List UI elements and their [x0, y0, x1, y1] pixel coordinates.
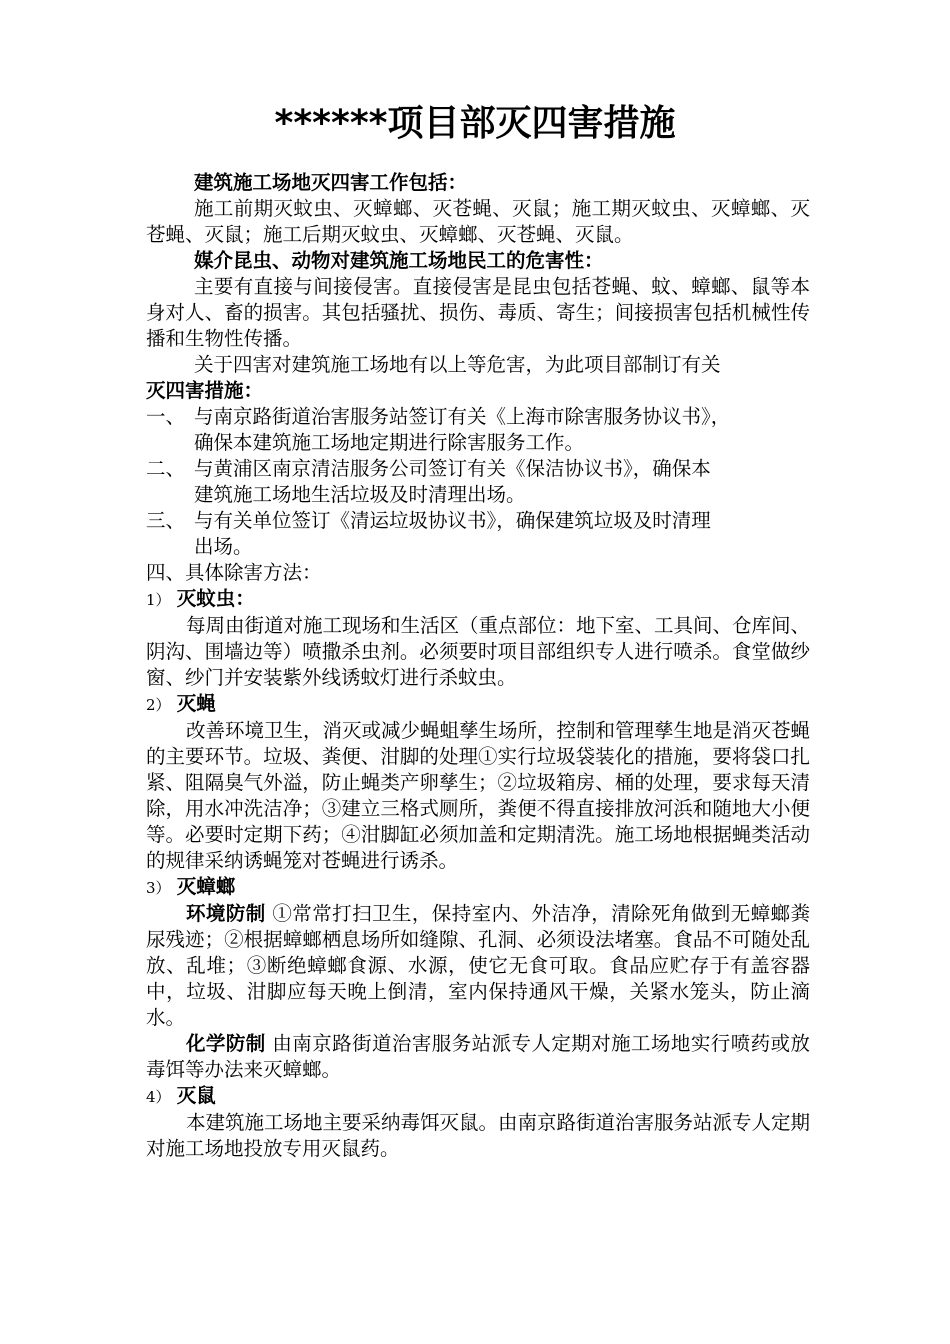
- scope-text: 施工前期灭蚊虫、灭蟑螂、灭苍蝇、灭鼠；施工期灭蚊虫、灭蟑螂、灭苍蝇、灭鼠；施工后期灭蚊虫、灭蟑螂、灭苍蝇、灭鼠。: [146, 197, 810, 246]
- intro-paragraph: [146, 352, 810, 404]
- harm-heading: 媒介昆虫、动物对建筑施工场地民工的危害性：: [194, 249, 604, 272]
- env-control-text: ①常常打扫卫生，保持室内、外洁净，清除死角做到无蟑螂粪尿残迹；②根据蟑螂栖息场所如缝隙、孔洞、必须设法堵塞。食品不可随处乱放、乱堆；③断绝蟑螂食源、水源，使它无食可取。食品应贮存于有盖容器中，垃圾、泔脚应每天晚上倒清，室内保持通风干燥，关紧水笼头，防止滴水。: [146, 902, 810, 1029]
- method-heading: [146, 874, 810, 901]
- list-item-line: 建筑施工场地生活垃圾及时清理出场。: [194, 483, 526, 506]
- list-item-line: 与有关单位签订《清运垃圾协议书》，确保建筑垃圾及时清理: [194, 509, 711, 532]
- document-body: [146, 170, 810, 1162]
- methods-heading: 四、具体除害方法：: [146, 561, 322, 584]
- harm-text: 主要有直接与间接侵害。直接侵害是昆虫包括苍蝇、蚊、蟑螂、鼠等本身对人、畜的损害。其包括骚扰、损伤、毒质、寄生；间接损害包括机械性传播和生物性传播。: [146, 275, 810, 350]
- page-title: ******项目部灭四害措施: [274, 103, 676, 144]
- method-number: 2）: [146, 696, 171, 714]
- list-item-line: 出场。: [194, 535, 253, 558]
- method-subparagraph: [146, 901, 810, 1031]
- scope-heading: 建筑施工场地灭四害工作包括：: [194, 171, 468, 194]
- list-item-line: 与黄浦区南京清洁服务公司签订有关《保洁协议书》，确保本: [194, 457, 711, 480]
- list-item-line: 确保本建筑施工场地定期进行除害服务工作。: [194, 431, 585, 454]
- method-name: 灭蚊虫：: [176, 587, 255, 610]
- method-number: 4）: [146, 1088, 171, 1106]
- method-heading: [146, 1083, 810, 1110]
- method-text: 改善环境卫生，消灭或减少蝇蛆孳生场所，控制和管理孳生地是消灭苍蝇的主要环节。垃圾、粪便、泔脚的处理①实行垃圾袋装化的措施，要将袋口扎紧、阻隔臭气外溢，防止蝇类产卵孳生；②垃圾箱房、桶的处理，要求每天清除，用水冲洗洁净；③建立三格式厕所，粪便不得直接排放河浜和随地大小便等。必要时定期下药；④泔脚缸必须加盖和定期清洗。施工场地根据蝇类活动的规律采纳诱蝇笼对苍蝇进行诱杀。: [146, 719, 811, 872]
- method-name: 灭蝇: [176, 692, 216, 715]
- method-heading: [146, 691, 810, 718]
- method-name: 灭鼠: [176, 1084, 216, 1107]
- list-item: [146, 404, 810, 456]
- list-item-number: 二、: [146, 457, 186, 480]
- list-item-number: 一、: [146, 405, 186, 428]
- method-heading: [146, 586, 810, 613]
- method-number: 1）: [146, 591, 171, 609]
- intro-text: 关于四害对建筑施工场地有以上等危害，为此项目部制订有关: [194, 353, 721, 376]
- method-text: 每周由街道对施工现场和生活区（重点部位：地下室、工具间、仓库间、阴沟、围墙边等）喷撒杀虫剂。必须要时项目部组织专人进行喷杀。食堂做纱窗、纱门并安装紫外线诱蚊灯进行杀蚊虫。: [146, 614, 811, 689]
- chem-control-text: 由南京路街道治害服务站派专人定期对施工场地实行喷药或放毒饵等办法来灭蟑螂。: [146, 1032, 810, 1081]
- method-number: 3）: [146, 879, 171, 897]
- intro-bold: 灭四害措施：: [146, 379, 264, 402]
- list-item: [146, 456, 810, 508]
- env-control-label: 环境防制: [186, 902, 266, 925]
- method-text: 本建筑施工场地主要采纳毒饵灭鼠。由南京路街道治害服务站派专人定期对施工场地投放专用灭鼠药。: [146, 1111, 811, 1160]
- list-item-line: 与南京路街道治害服务站签订有关《上海市除害服务协议书》，: [194, 405, 731, 428]
- list-item-number: 三、: [146, 509, 186, 532]
- list-item: [146, 508, 810, 560]
- method-name: 灭蟑螂: [176, 875, 236, 898]
- chem-control-label: 化学防制: [186, 1032, 266, 1055]
- method-subparagraph: [146, 1031, 810, 1083]
